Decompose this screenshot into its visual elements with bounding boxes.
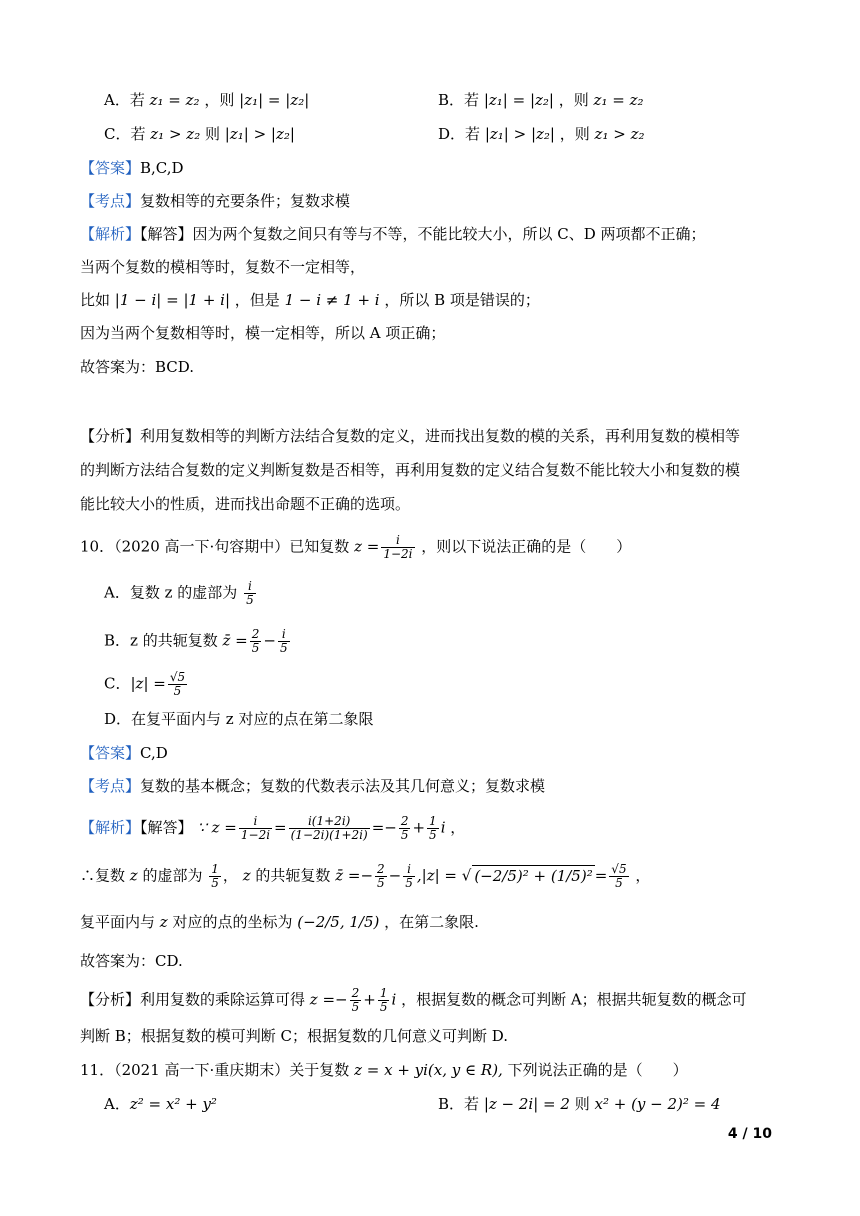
q10-option-b: B．z 的共轭复数 z̄ = $\frac{2}{5}$ − $\frac{i}{5}$ — [104, 627, 288, 655]
q11-option-b: B．若 |z − 2i| = 2 则 x² + (y − 2)² = 4 — [438, 1095, 721, 1113]
q10-solution-1: 【解析】【解答】 ∵ z = $\frac{i}{1-2i}$ = $\frac{i(1+2i)}{(1-2i)(1+2i)}$ =− $\frac{2}{5}$ + $\frac{1}{5}$ i ， — [80, 814, 466, 842]
q9-option-a: A．若 z₁ = z₂ ，则 |z₁| = |z₂| — [104, 91, 310, 109]
q9-analysis-2: 的判断方法结合复数的定义判断复数是否相等，再利用复数的定义结合复数不能比较大小和复数的模 — [80, 461, 741, 479]
q10-answer: 【答案】C,D — [80, 744, 168, 762]
q11-option-a: A．z² = x² + y² — [104, 1095, 217, 1113]
q10-solution-4: 故答案为：CD. — [80, 952, 183, 970]
q9-solution-1: 【解析】【解答】因为两个复数之间只有等与不等，不能比较大小，所以 C、D 两项都不正确； — [80, 225, 706, 243]
q10-analysis-2: 判断 B；根据复数的模可判断 C；根据复数的几何意义可判断 D. — [80, 1027, 509, 1045]
q10-option-c: C．|z| = $\frac{√5}{5}$ — [104, 670, 186, 698]
q10-option-d: D．在复平面内与 z 对应的点在第二象限 — [104, 710, 374, 728]
page-number: 4 / 10 — [727, 1126, 772, 1142]
q10-solution-3: 复平面内与 z 对应的点的坐标为 (−2/5, 1/5) ，在第二象限. — [80, 913, 479, 931]
q9-analysis-1: 【分析】利用复数相等的判断方法结合复数的定义，进而找出复数的模的关系，再利用复数的模相等 — [80, 427, 741, 445]
q9-knowledge-point: 【考点】复数相等的充要条件；复数求模 — [80, 192, 351, 210]
q9-option-b: B．若 |z₁| = |z₂| ，则 z₁ = z₂ — [438, 91, 644, 109]
q9-solution-3: 比如 |1 − i| = |1 + i| ，但是 1 − i ≠ 1 + i ，所以 B 项是错误的； — [80, 291, 540, 309]
q9-option-d: D．若 |z₁| > |z₂| ，则 z₁ > z₂ — [438, 125, 645, 143]
q9-solution-4: 因为当两个复数相等时，模一定相等，所以 A 项正确； — [80, 324, 446, 342]
q10-option-a: A．复数 z 的虚部为 $\frac{i}{5}$ — [104, 579, 254, 607]
q10-analysis-1: 【分析】利用复数的乘除运算可得 z =− $\frac{2}{5}$ + $\frac{1}{5}$ i ，根据复数的概念可判断 A；根据共轭复数的概念可 — [80, 986, 747, 1014]
q9-solution-2: 当两个复数的模相等时，复数不一定相等， — [80, 258, 366, 276]
q10-knowledge-point: 【考点】复数的基本概念；复数的代数表示法及其几何意义；复数求模 — [80, 777, 546, 795]
q9-answer: 【答案】B,C,D — [80, 159, 184, 177]
q10-solution-2: ∴复数 z 的虚部为 $\frac{1}{5}$ ， z 的共轭复数 z̄ =− $\frac{2}{5}$ − $\frac{i}{5}$ ,|z| = √ (−2/5)² + (1/5)² = $\frac{√5}{5}$ ， — [80, 862, 651, 890]
q9-analysis-3: 能比较大小的性质，进而找出命题不正确的选项。 — [80, 495, 411, 513]
q10-stem-fraction: $\frac{i}{1-2i}$ — [383, 533, 413, 561]
q10-stem: 10．（2020 高一下·句容期中）已知复数 z = $\frac{i}{1-2i}$ ，则以下说法正确的是（ ） — [80, 533, 632, 561]
q9-solution-5: 故答案为：BCD. — [80, 358, 195, 376]
q11-stem: 11．（2021 高一下·重庆期末）关于复数 z = x + yi(x, y ∈ R), 下列说法正确的是（ ） — [80, 1061, 688, 1079]
q9-option-c: C．若 z₁ > z₂ 则 |z₁| > |z₂| — [104, 125, 295, 143]
